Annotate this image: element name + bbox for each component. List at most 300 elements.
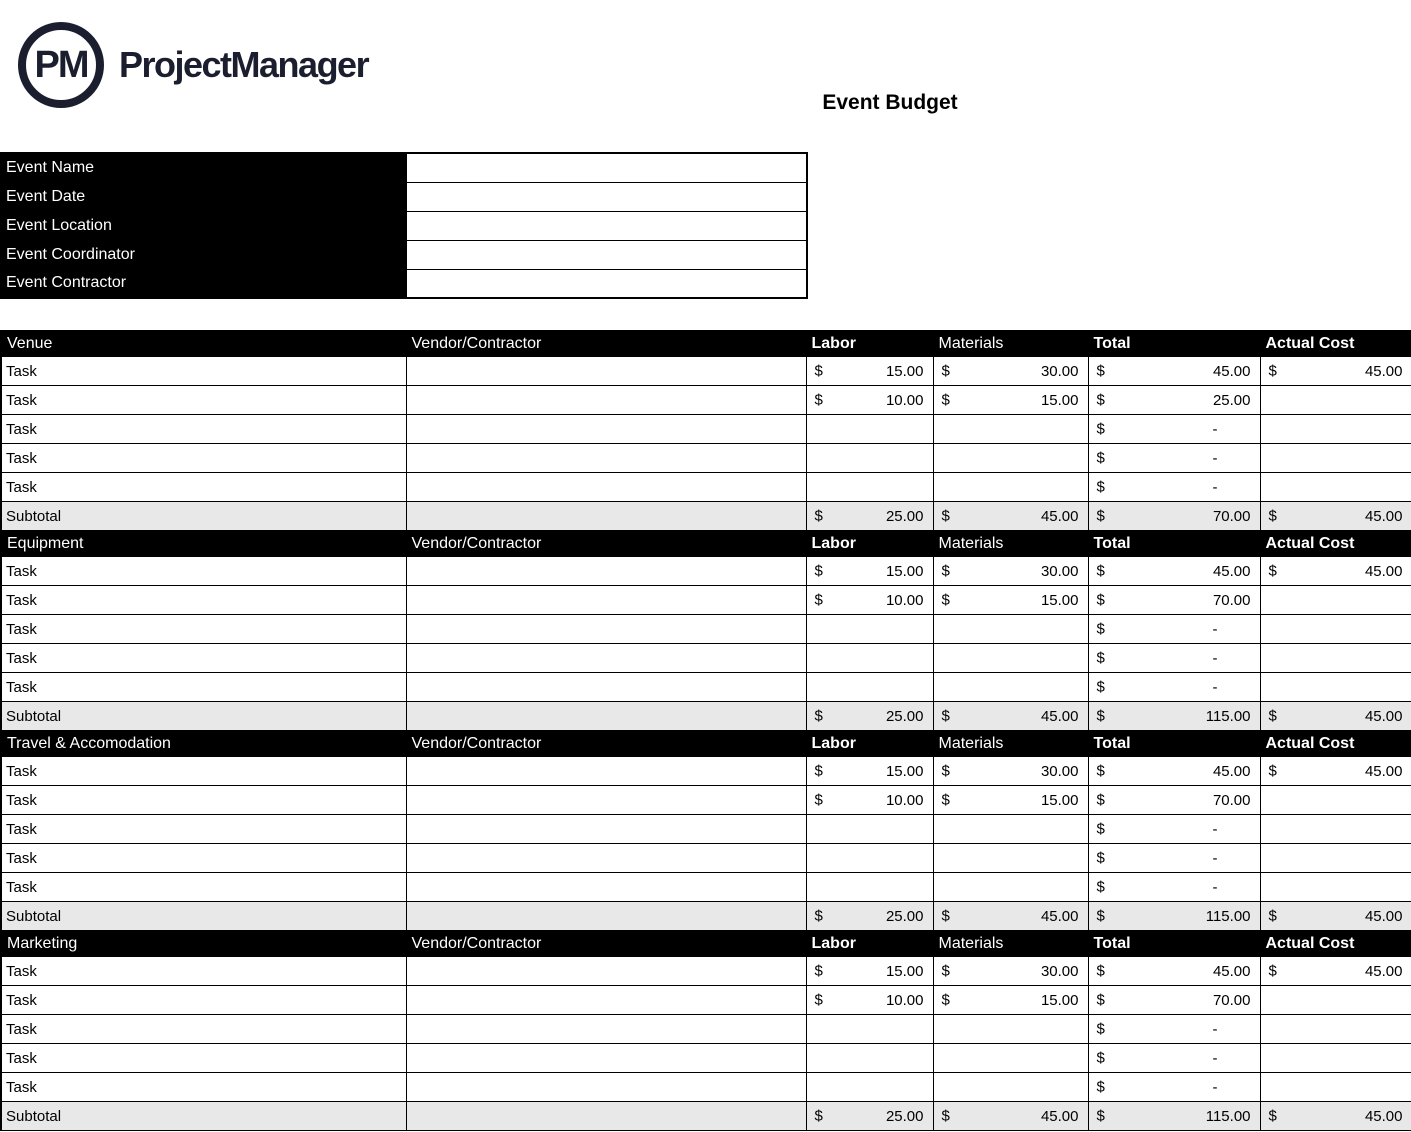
vendor-cell[interactable] [406, 473, 806, 502]
amount-value: 70.00 [1212, 591, 1251, 609]
amount-value: 115.00 [1205, 707, 1251, 725]
column-header-labor: Labor [806, 931, 933, 957]
labor-cell[interactable] [806, 586, 933, 615]
currency-symbol: $ [941, 762, 950, 780]
task-row [1, 873, 1411, 902]
event-info-label: Event Coordinator [1, 240, 406, 269]
labor-cell[interactable] [806, 415, 933, 444]
column-header-actual-cost: Actual Cost [1260, 731, 1411, 757]
column-header-labor: Labor [806, 731, 933, 757]
labor-cell[interactable] [806, 357, 933, 386]
vendor-cell[interactable] [406, 644, 806, 673]
labor-cell[interactable] [806, 1044, 933, 1073]
total-cell [1088, 386, 1260, 415]
vendor-cell[interactable] [406, 1044, 806, 1073]
materials-cell[interactable] [933, 757, 1088, 786]
task-label-cell[interactable]: Task [1, 844, 406, 873]
currency-symbol: $ [1096, 362, 1105, 380]
task-label-cell[interactable]: Task [1, 586, 406, 615]
task-row [1, 644, 1411, 673]
labor-cell[interactable] [806, 757, 933, 786]
subtotal-vendor-cell [406, 702, 806, 731]
event-info-value-cell[interactable] [406, 182, 807, 211]
amount-value: - [1212, 478, 1218, 496]
amount-value: 30.00 [1040, 762, 1079, 780]
total-cell [1088, 1044, 1260, 1073]
currency-symbol: $ [941, 962, 950, 980]
vendor-cell[interactable] [406, 444, 806, 473]
materials-cell[interactable] [933, 673, 1088, 702]
amount-value: 15.00 [1040, 791, 1079, 809]
amount-value: - [1212, 878, 1218, 896]
currency-symbol: $ [1268, 707, 1277, 725]
currency-symbol: $ [1268, 962, 1277, 980]
event-info-row [1, 153, 807, 182]
amount-value: 30.00 [1040, 362, 1079, 380]
task-row [1, 1015, 1411, 1044]
section-name: Venue [1, 331, 406, 357]
task-row [1, 615, 1411, 644]
task-row [1, 1044, 1411, 1073]
amount-value: - [1212, 1020, 1218, 1038]
currency-symbol: $ [814, 907, 823, 925]
amount-value: - [1212, 849, 1218, 867]
amount-value: - [1212, 678, 1218, 696]
amount-value: 45.00 [1364, 762, 1403, 780]
event-info-label: Event Name [1, 153, 406, 182]
currency-symbol: $ [1096, 907, 1105, 925]
amount-value: 15.00 [885, 762, 924, 780]
amount-value: 45.00 [1364, 1107, 1403, 1125]
task-label-cell[interactable]: Task [1, 473, 406, 502]
currency-symbol: $ [814, 707, 823, 725]
amount-value: 15.00 [885, 962, 924, 980]
task-label-cell[interactable]: Task [1, 1044, 406, 1073]
currency-symbol: $ [941, 391, 950, 409]
currency-symbol: $ [1096, 649, 1105, 667]
materials-cell[interactable] [933, 357, 1088, 386]
event-info-label: Event Location [1, 211, 406, 240]
actual-cost-cell[interactable] [1260, 786, 1411, 815]
amount-value: 45.00 [1040, 707, 1079, 725]
amount-value: 25.00 [885, 707, 924, 725]
subtotal-actual-cost-cell [1260, 1102, 1411, 1131]
amount-value: 45.00 [1364, 362, 1403, 380]
column-header-materials: Materials [933, 331, 1088, 357]
event-info-value-cell[interactable] [406, 269, 807, 298]
currency-symbol: $ [1096, 449, 1105, 467]
event-info-label: Event Contractor [1, 269, 406, 298]
actual-cost-cell[interactable] [1260, 586, 1411, 615]
materials-cell[interactable] [933, 786, 1088, 815]
materials-cell[interactable] [933, 844, 1088, 873]
vendor-cell[interactable] [406, 957, 806, 986]
labor-cell[interactable] [806, 1073, 933, 1102]
labor-cell[interactable] [806, 815, 933, 844]
column-header-vendor: Vendor/Contractor [406, 731, 806, 757]
amount-value: - [1212, 820, 1218, 838]
currency-symbol: $ [1096, 591, 1105, 609]
subtotal-labor-cell [806, 1102, 933, 1131]
total-cell [1088, 1073, 1260, 1102]
subtotal-materials-cell [933, 702, 1088, 731]
currency-symbol: $ [814, 362, 823, 380]
task-row [1, 357, 1411, 386]
subtotal-row [1, 502, 1411, 531]
vendor-cell[interactable] [406, 986, 806, 1015]
currency-symbol: $ [1268, 562, 1277, 580]
vendor-cell[interactable] [406, 844, 806, 873]
amount-value: 115.00 [1205, 907, 1251, 925]
section-header-row [1, 931, 1411, 957]
amount-value: 45.00 [1364, 507, 1403, 525]
actual-cost-cell[interactable] [1260, 1044, 1411, 1073]
amount-value: 45.00 [1364, 707, 1403, 725]
vendor-cell[interactable] [406, 786, 806, 815]
task-label-cell[interactable]: Task [1, 357, 406, 386]
labor-cell[interactable] [806, 444, 933, 473]
actual-cost-cell[interactable] [1260, 1073, 1411, 1102]
vendor-cell[interactable] [406, 1015, 806, 1044]
labor-cell[interactable] [806, 473, 933, 502]
currency-symbol: $ [1096, 991, 1105, 1009]
task-label-cell[interactable]: Task [1, 815, 406, 844]
task-row [1, 815, 1411, 844]
task-label-cell[interactable]: Task [1, 1015, 406, 1044]
currency-symbol: $ [1096, 562, 1105, 580]
materials-cell[interactable] [933, 444, 1088, 473]
materials-cell[interactable] [933, 473, 1088, 502]
currency-symbol: $ [1096, 962, 1105, 980]
actual-cost-cell[interactable] [1260, 444, 1411, 473]
total-cell [1088, 873, 1260, 902]
currency-symbol: $ [1096, 420, 1105, 438]
subtotal-total-cell [1088, 502, 1260, 531]
labor-cell[interactable] [806, 786, 933, 815]
column-header-materials: Materials [933, 931, 1088, 957]
task-row [1, 415, 1411, 444]
subtotal-row [1, 902, 1411, 931]
materials-cell[interactable] [933, 557, 1088, 586]
task-row [1, 386, 1411, 415]
total-cell [1088, 444, 1260, 473]
total-cell [1088, 644, 1260, 673]
task-label-cell[interactable]: Task [1, 757, 406, 786]
event-info-value-cell[interactable] [406, 153, 807, 182]
amount-value: 45.00 [1364, 907, 1403, 925]
amount-value: - [1212, 420, 1218, 438]
actual-cost-cell[interactable] [1260, 415, 1411, 444]
amount-value: 45.00 [1212, 362, 1251, 380]
currency-symbol: $ [941, 791, 950, 809]
actual-cost-cell[interactable] [1260, 815, 1411, 844]
actual-cost-cell[interactable] [1260, 873, 1411, 902]
column-header-labor: Labor [806, 531, 933, 557]
subtotal-label-cell: Subtotal [1, 502, 406, 531]
materials-cell[interactable] [933, 615, 1088, 644]
currency-symbol: $ [814, 962, 823, 980]
currency-symbol: $ [941, 707, 950, 725]
vendor-cell[interactable] [406, 873, 806, 902]
total-cell [1088, 957, 1260, 986]
subtotal-total-cell [1088, 702, 1260, 731]
vendor-cell[interactable] [406, 815, 806, 844]
section-header-row [1, 331, 1411, 357]
amount-value: 25.00 [1212, 391, 1251, 409]
currency-symbol: $ [1096, 507, 1105, 525]
task-row [1, 586, 1411, 615]
total-cell [1088, 786, 1260, 815]
materials-cell[interactable] [933, 1073, 1088, 1102]
task-row [1, 957, 1411, 986]
task-label-cell[interactable]: Task [1, 644, 406, 673]
vendor-cell[interactable] [406, 357, 806, 386]
event-info-row [1, 269, 807, 298]
amount-value: 45.00 [1212, 762, 1251, 780]
section-header-row [1, 531, 1411, 557]
currency-symbol: $ [1096, 1078, 1105, 1096]
task-label-cell[interactable]: Task [1, 415, 406, 444]
brand-name: ProjectManager [119, 44, 369, 85]
brand-logo [18, 22, 368, 108]
currency-symbol: $ [1268, 362, 1277, 380]
amount-value: 30.00 [1040, 562, 1079, 580]
column-header-total: Total [1088, 931, 1260, 957]
pm-logo-icon [18, 22, 104, 108]
column-header-materials: Materials [933, 531, 1088, 557]
currency-symbol: $ [814, 562, 823, 580]
page-title: Event Budget [822, 91, 958, 114]
total-cell [1088, 473, 1260, 502]
total-cell [1088, 415, 1260, 444]
actual-cost-cell[interactable] [1260, 615, 1411, 644]
task-label-cell[interactable]: Task [1, 673, 406, 702]
currency-symbol: $ [1096, 620, 1105, 638]
column-header-vendor: Vendor/Contractor [406, 531, 806, 557]
vendor-cell[interactable] [406, 757, 806, 786]
total-cell [1088, 1015, 1260, 1044]
budget-table [0, 330, 1411, 1131]
labor-cell[interactable] [806, 673, 933, 702]
materials-cell[interactable] [933, 644, 1088, 673]
column-header-actual-cost: Actual Cost [1260, 331, 1411, 357]
currency-symbol: $ [1096, 391, 1105, 409]
amount-value: 10.00 [885, 791, 924, 809]
amount-value: 70.00 [1212, 791, 1251, 809]
event-info-label: Event Date [1, 182, 406, 211]
amount-value: 45.00 [1040, 1107, 1079, 1125]
labor-cell[interactable] [806, 644, 933, 673]
materials-cell[interactable] [933, 873, 1088, 902]
vendor-cell[interactable] [406, 1073, 806, 1102]
task-label-cell[interactable]: Task [1, 444, 406, 473]
total-cell [1088, 615, 1260, 644]
labor-cell[interactable] [806, 957, 933, 986]
actual-cost-cell[interactable] [1260, 673, 1411, 702]
subtotal-labor-cell [806, 502, 933, 531]
currency-symbol: $ [1268, 762, 1277, 780]
amount-value: 10.00 [885, 991, 924, 1009]
amount-value: - [1212, 620, 1218, 638]
actual-cost-cell[interactable] [1260, 357, 1411, 386]
total-cell [1088, 557, 1260, 586]
actual-cost-cell[interactable] [1260, 557, 1411, 586]
subtotal-labor-cell [806, 702, 933, 731]
labor-cell[interactable] [806, 615, 933, 644]
actual-cost-cell[interactable] [1260, 644, 1411, 673]
vendor-cell[interactable] [406, 615, 806, 644]
subtotal-label-cell: Subtotal [1, 1102, 406, 1131]
amount-value: 25.00 [885, 507, 924, 525]
currency-symbol: $ [814, 391, 823, 409]
materials-cell[interactable] [933, 386, 1088, 415]
currency-symbol: $ [1268, 907, 1277, 925]
task-row [1, 844, 1411, 873]
actual-cost-cell[interactable] [1260, 844, 1411, 873]
amount-value: - [1212, 449, 1218, 467]
column-header-total: Total [1088, 531, 1260, 557]
currency-symbol: $ [1268, 1107, 1277, 1125]
task-row [1, 473, 1411, 502]
amount-value: 15.00 [885, 362, 924, 380]
currency-symbol: $ [941, 507, 950, 525]
amount-value: 15.00 [1040, 591, 1079, 609]
subtotal-row [1, 702, 1411, 731]
amount-value: 10.00 [885, 591, 924, 609]
vendor-cell[interactable] [406, 673, 806, 702]
subtotal-label-cell: Subtotal [1, 902, 406, 931]
task-row [1, 444, 1411, 473]
subtotal-actual-cost-cell [1260, 502, 1411, 531]
labor-cell[interactable] [806, 386, 933, 415]
subtotal-vendor-cell [406, 902, 806, 931]
amount-value: 25.00 [885, 1107, 924, 1125]
pm-logo-monogram: PM [34, 43, 88, 86]
currency-symbol: $ [941, 1107, 950, 1125]
currency-symbol: $ [941, 991, 950, 1009]
event-info-value-cell[interactable] [406, 211, 807, 240]
currency-symbol: $ [814, 762, 823, 780]
actual-cost-cell[interactable] [1260, 957, 1411, 986]
task-label-cell[interactable]: Task [1, 986, 406, 1015]
currency-symbol: $ [814, 507, 823, 525]
currency-symbol: $ [1096, 678, 1105, 696]
materials-cell[interactable] [933, 1044, 1088, 1073]
actual-cost-cell[interactable] [1260, 386, 1411, 415]
subtotal-actual-cost-cell [1260, 702, 1411, 731]
amount-value: 45.00 [1040, 507, 1079, 525]
task-label-cell[interactable]: Task [1, 1073, 406, 1102]
currency-symbol: $ [1096, 791, 1105, 809]
subtotal-materials-cell [933, 902, 1088, 931]
total-cell [1088, 986, 1260, 1015]
labor-cell[interactable] [806, 844, 933, 873]
task-label-cell[interactable]: Task [1, 873, 406, 902]
labor-cell[interactable] [806, 873, 933, 902]
subtotal-total-cell [1088, 1102, 1260, 1131]
task-label-cell[interactable]: Task [1, 786, 406, 815]
labor-cell[interactable] [806, 986, 933, 1015]
amount-value: 45.00 [1364, 962, 1403, 980]
actual-cost-cell[interactable] [1260, 757, 1411, 786]
materials-cell[interactable] [933, 1015, 1088, 1044]
amount-value: 70.00 [1212, 507, 1251, 525]
task-row [1, 673, 1411, 702]
amount-value: 70.00 [1212, 991, 1251, 1009]
subtotal-actual-cost-cell [1260, 902, 1411, 931]
currency-symbol: $ [1096, 762, 1105, 780]
materials-cell[interactable] [933, 415, 1088, 444]
vendor-cell[interactable] [406, 586, 806, 615]
vendor-cell[interactable] [406, 415, 806, 444]
subtotal-total-cell [1088, 902, 1260, 931]
currency-symbol: $ [941, 362, 950, 380]
actual-cost-cell[interactable] [1260, 1015, 1411, 1044]
task-label-cell[interactable]: Task [1, 615, 406, 644]
currency-symbol: $ [941, 562, 950, 580]
actual-cost-cell[interactable] [1260, 986, 1411, 1015]
task-label-cell[interactable]: Task [1, 386, 406, 415]
total-cell [1088, 757, 1260, 786]
amount-value: 115.00 [1205, 1107, 1251, 1125]
task-row [1, 1073, 1411, 1102]
column-header-actual-cost: Actual Cost [1260, 931, 1411, 957]
currency-symbol: $ [814, 1107, 823, 1125]
currency-symbol: $ [1096, 1107, 1105, 1125]
labor-cell[interactable] [806, 1015, 933, 1044]
materials-cell[interactable] [933, 815, 1088, 844]
section-name: Equipment [1, 531, 406, 557]
total-cell [1088, 357, 1260, 386]
total-cell [1088, 586, 1260, 615]
amount-value: 45.00 [1364, 562, 1403, 580]
column-header-total: Total [1088, 331, 1260, 357]
vendor-cell[interactable] [406, 557, 806, 586]
amount-value: 25.00 [885, 907, 924, 925]
column-header-actual-cost: Actual Cost [1260, 531, 1411, 557]
event-info-row [1, 182, 807, 211]
amount-value: - [1212, 649, 1218, 667]
task-row [1, 757, 1411, 786]
subtotal-vendor-cell [406, 502, 806, 531]
currency-symbol: $ [814, 991, 823, 1009]
total-cell [1088, 844, 1260, 873]
event-info-row [1, 211, 807, 240]
section-header-row [1, 731, 1411, 757]
materials-cell[interactable] [933, 586, 1088, 615]
amount-value: 45.00 [1040, 907, 1079, 925]
materials-cell[interactable] [933, 957, 1088, 986]
total-cell [1088, 815, 1260, 844]
amount-value: 45.00 [1212, 562, 1251, 580]
vendor-cell[interactable] [406, 386, 806, 415]
event-info-table [0, 152, 808, 299]
task-label-cell[interactable]: Task [1, 557, 406, 586]
section-name: Travel & Accomodation [1, 731, 406, 757]
event-info-value-cell[interactable] [406, 240, 807, 269]
actual-cost-cell[interactable] [1260, 473, 1411, 502]
labor-cell[interactable] [806, 557, 933, 586]
task-label-cell[interactable]: Task [1, 957, 406, 986]
materials-cell[interactable] [933, 986, 1088, 1015]
subtotal-labor-cell [806, 902, 933, 931]
currency-symbol: $ [1096, 478, 1105, 496]
subtotal-materials-cell [933, 1102, 1088, 1131]
amount-value: 30.00 [1040, 962, 1079, 980]
amount-value: 15.00 [1040, 391, 1079, 409]
currency-symbol: $ [1096, 1020, 1105, 1038]
amount-value: 10.00 [885, 391, 924, 409]
